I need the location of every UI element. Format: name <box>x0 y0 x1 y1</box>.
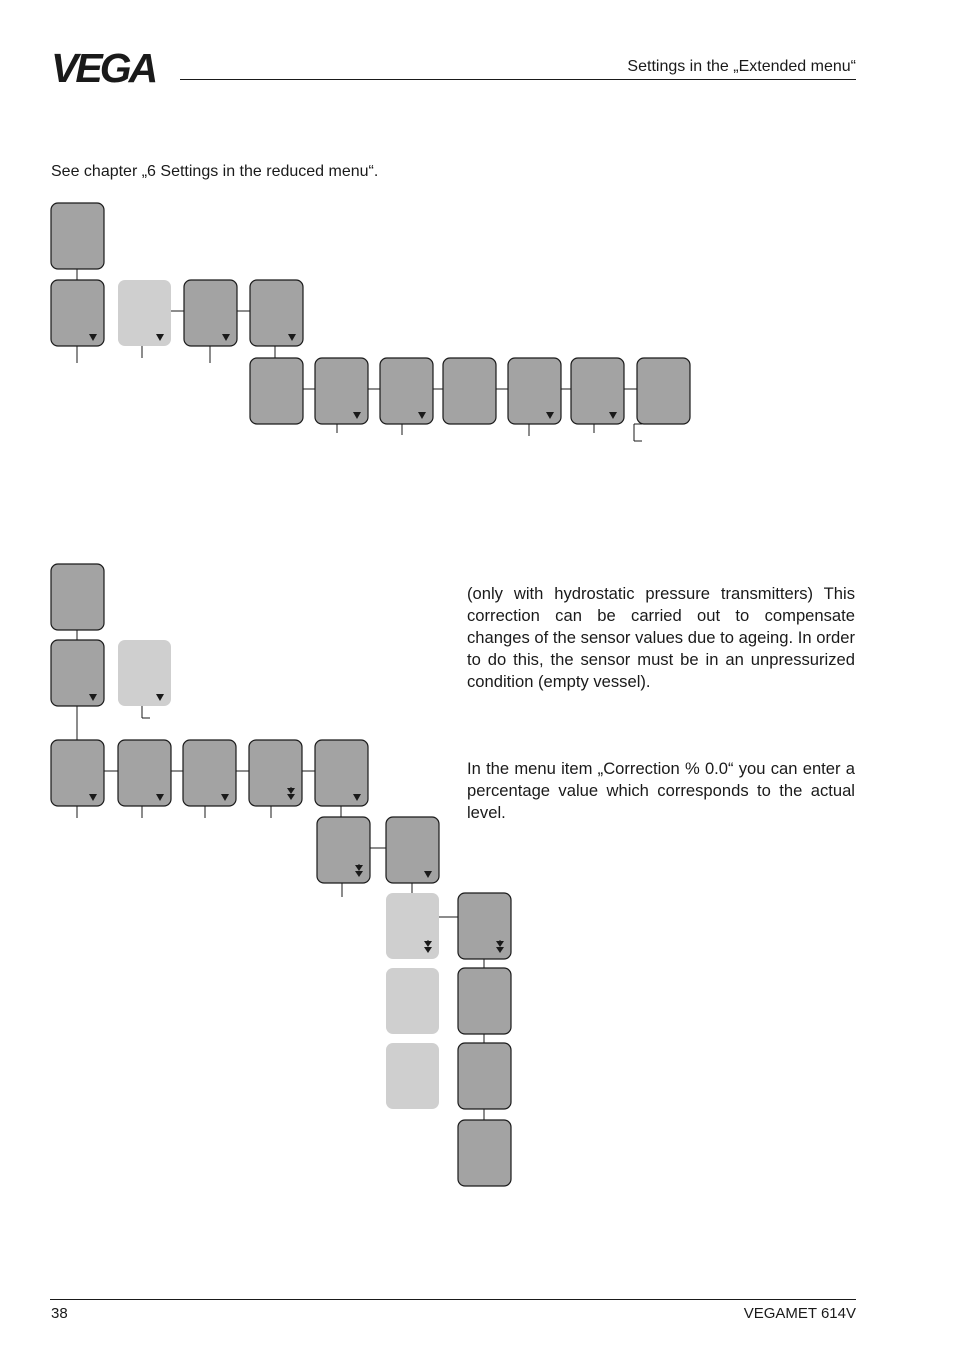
menu-box <box>458 1043 511 1109</box>
menu-box-inactive <box>386 893 439 959</box>
menu-box <box>118 740 171 806</box>
menu-box <box>184 280 237 346</box>
menu-box <box>51 740 104 806</box>
menu-box <box>637 358 690 424</box>
page-number: 38 <box>51 1305 68 1322</box>
menu-box <box>386 817 439 883</box>
menu-box <box>571 358 624 424</box>
menu-box <box>458 893 511 959</box>
menu-box <box>183 740 236 806</box>
menu-box <box>508 358 561 424</box>
correction-paragraph-1: (only with hydrostatic pressure transmitters) This correction can be carried out to compensate changes of the sensor values due to ageing. In order to do this, the sensor must be in an unpressurized condition (empty vessel). <box>467 584 855 691</box>
menu-box <box>249 740 302 806</box>
correction-paragraph-2: In the menu item „Correction % 0.0“ you can enter a percentage value which corresponds to the actual level. <box>467 759 855 822</box>
menu-box-inactive <box>386 1043 439 1109</box>
menu-box <box>250 280 303 346</box>
section-title: Settings in the „Extended menu“ <box>627 58 856 75</box>
intro-text: See chapter „6 Settings in the reduced menu“. <box>51 163 379 180</box>
footer-rule <box>50 1299 856 1300</box>
menu-box-inactive <box>386 968 439 1034</box>
vega-logo-text: VEGA <box>51 48 156 86</box>
menu-box-inactive <box>118 640 171 706</box>
menu-box <box>458 1120 511 1186</box>
menu-box <box>315 358 368 424</box>
product-name: VEGAMET 614V <box>743 1305 856 1322</box>
menu-box <box>317 817 370 883</box>
menu-box <box>51 280 104 346</box>
menu-box <box>250 358 303 424</box>
menu-box <box>51 640 104 706</box>
menu-box <box>458 968 511 1034</box>
menu-box <box>51 203 104 269</box>
menu-box-inactive <box>118 280 171 346</box>
menu-box <box>315 740 368 806</box>
menu-box <box>51 564 104 630</box>
menu-box <box>380 358 433 424</box>
menu-box <box>443 358 496 424</box>
